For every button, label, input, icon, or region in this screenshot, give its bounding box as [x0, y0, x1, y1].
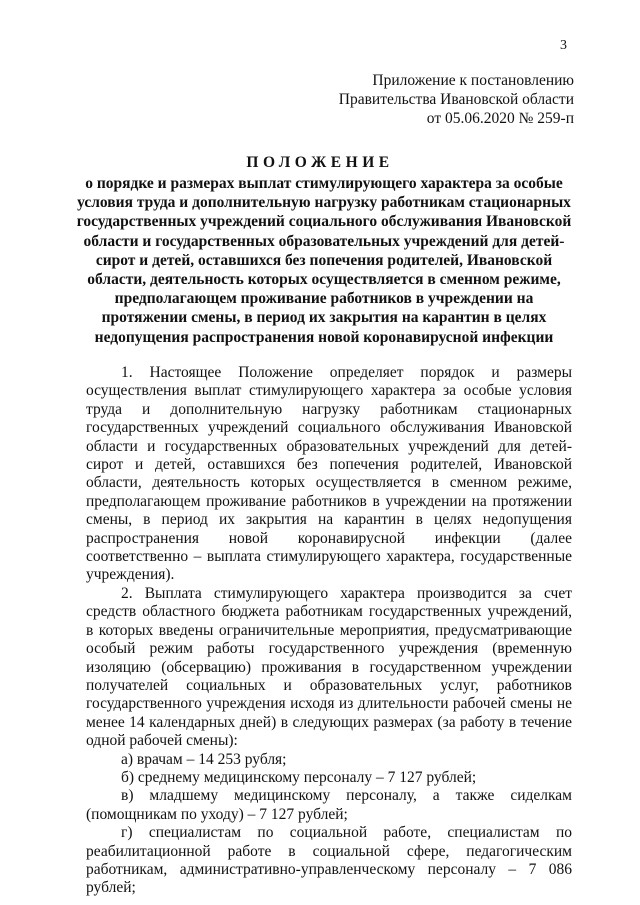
- list-item-b: б) среднему медицинскому персоналу – 7 127 рублей;: [121, 768, 477, 786]
- appendix-line-3: от 05.06.2020 № 259-п: [426, 110, 574, 127]
- paragraph-2: 2. Выплата стимулирующего характера производится за счет средств областного бюджета работникам государственных учреждений, в которых введены ограничительные мероприятия, предусматривающие особый режим работы государственного учреждения (временную изоляцию (обсервацию) проживания в государственном учреждении получателей социальных и образовательных услуг, работников государственного учреждения исходя из длительности рабочей смены не менее 14 календарных дней) в следующих размерах (за работу в течение одной рабочей смены):: [86, 584, 572, 750]
- appendix-line-2: Правительства Ивановской области: [338, 91, 574, 108]
- page-number: 3: [560, 38, 567, 53]
- document-title: ПОЛОЖЕНИЕ: [246, 154, 394, 171]
- document-body: [86, 364, 572, 898]
- appendix-header: [254, 71, 574, 128]
- document-subtitle: о порядке и размерах выплат стимулирующего характера за особые условия труда и дополнительную нагрузку работникам стационарных государственных учреждений социального обслуживания Ивановской области и государственных образовательных учреждений для детей-сирот и детей, оставшихся без попечения родителей, Ивановской области, деятельность которых осуществляется в сменном режиме, предполагающем проживание работников в учреждении на протяжении смены, в период их закрытия на карантин в целях недопущения распространения новой коронавирусной инфекции: [76, 175, 572, 346]
- list-item-v: в) младшему медицинскому персоналу, а также сиделкам (помощникам по уходу) – 7 127 рублей;: [86, 787, 572, 823]
- list-item-a: а) врачам – 14 253 рубля;: [121, 750, 287, 768]
- appendix-line-1: Приложение к постановлению: [372, 72, 574, 89]
- list-item-g: г) специалистам по социальной работе, специалистам по реабилитационной работе в социальной сфере, педагогическим работникам, административно-управленческому персоналу – 7 086 рублей;: [86, 824, 572, 897]
- paragraph-1: 1. Настоящее Положение определяет порядок и размеры осуществления выплат стимулирующего характера за особые условия труда и дополнительную нагрузку работникам стационарных государственных учреждений социального обслуживания Ивановской области и государственных образовательных учреждений для детей-сирот и детей, оставшихся без попечения родителей, Ивановской области, деятельность которых осуществляется в сменном режиме, предполагающем проживание работников в учреждении на протяжении смены, в период их закрытия на карантин в целях недопущения распространения новой коронавирусной инфекции (далее соответственно – выплата стимулирующего характера, государственные учреждения).: [86, 364, 572, 584]
